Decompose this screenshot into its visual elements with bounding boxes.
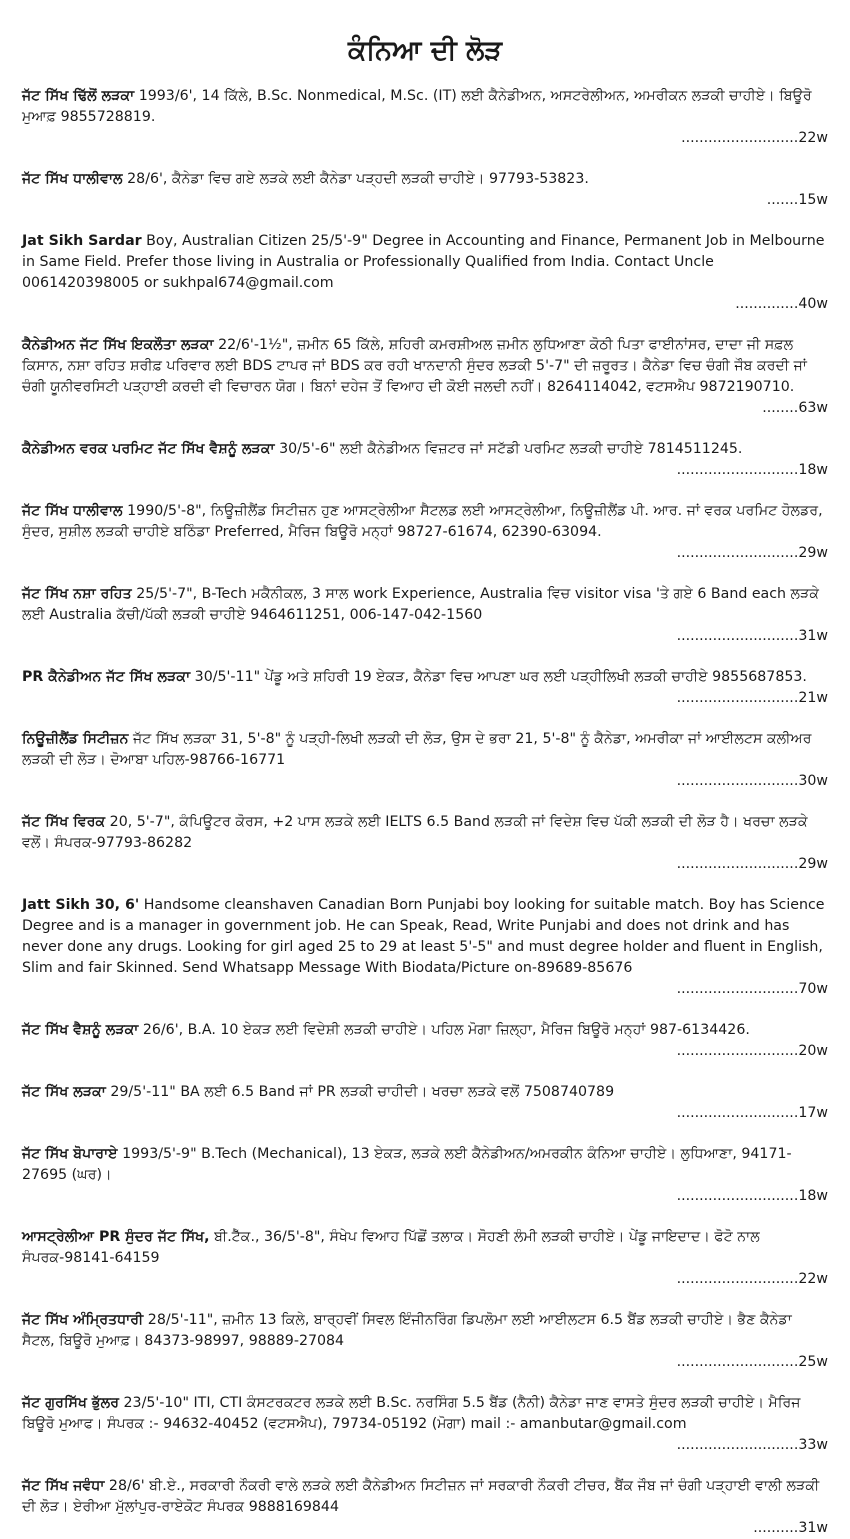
ad-body: 1990/5'-8", ਨਿਊਜ਼ੀਲੈਂਡ ਸਿਟੀਜ਼ਨ ਹੁਣ ਆਸਟ੍ਰੇਲੀਆ ਸੈਟਲਡ ਲਈ ਆਸਟ੍ਰੇਲੀਆ, ਨਿਊਜ਼ੀਲੈਂਡ ਪੀ. ਆਰ. ਜਾਂ ਵਰਕ ਪਰਮਿਟ ਹੋਲਡਰ, ਸੁੰਦਰ, ਸੁਸ਼ੀਲ ਲੜਕੀ ਚਾਹੀਏ ਬਠਿੰਡਾ Preferred, ਮੈਰਿਜ ਬਿਊਰੋ ਮਨ੍ਹਾਂ 98727-61674, 62390-63094.: [22, 503, 823, 540]
ad-body: Handsome cleanshaven Canadian Born Punjabi boy looking for suitable match. Boy has Science Degree and is a manager in government job. He can Speak, Read, Write Punjabi and does not drink and has never done any drugs. Looking for girl aged 25 to 29 at least 5'-5" and must degree holder and fluent in English, Slim and fair Skinned. Send Whatsapp Message With Biodata/Picture on-89689-85676: [22, 897, 825, 976]
ad-leader-dots: ..........................: [681, 130, 799, 146]
ad-word-count: 31w: [798, 1520, 828, 1536]
ad-leader-dots: ...........................: [676, 856, 799, 872]
ad-word-count-line: [22, 1103, 828, 1124]
classified-ad: [22, 86, 828, 149]
ad-body: 30/5'-11" ਪੇਂਡੂ ਅਤੇ ਸ਼ਹਿਰੀ 19 ਏਕੜ, ਕੈਨੇਡਾ ਵਿਚ ਆਪਣਾ ਘਰ ਲਈ ਪੜ੍ਹੀਲਿਖੀ ਲੜਕੀ ਚਾਹੀਏ 9855687853.: [190, 669, 807, 685]
ad-heading: ਜੱਟ ਸਿੱਖ ਢਿੱਲੋਂ ਲੜਕਾ: [22, 88, 135, 104]
ad-heading: ਨਿਊਜ਼ੀਲੈਂਡ ਸਿਟੀਜ਼ਨ: [22, 731, 129, 747]
ad-leader-dots: ...........................: [676, 1437, 799, 1453]
ad-word-count: 63w: [798, 400, 828, 416]
ad-word-count-line: [22, 1269, 828, 1290]
ad-leader-dots: ...........................: [676, 462, 799, 478]
ad-heading: ਜੱਟ ਸਿੱਖ ਵਿਰਕ: [22, 814, 106, 830]
page-title: ਕੰਨਿਆ ਦੀ ਲੋੜ: [347, 35, 503, 66]
classified-ad: [22, 501, 828, 564]
classified-ad: [22, 667, 828, 709]
ad-body: ਜੱਟ ਸਿੱਖ ਲੜਕਾ 31, 5'-8" ਨੂੰ ਪੜ੍ਹੀ-ਲਿਖੀ ਲੜਕੀ ਦੀ ਲੋੜ, ਉਸ ਦੇ ਭਰਾ 21, 5'-8" ਨੂੰ ਕੈਨੇਡਾ, ਅਮਰੀਕਾ ਜਾਂ ਆਈਲਟਸ ਕਲੀਅਰ ਲੜਕੀ ਦੀ ਲੋੜ। ਦੋਆਬਾ ਪਹਿਲ-98766-16771: [22, 731, 812, 768]
ad-word-count: 29w: [798, 856, 828, 872]
ad-word-count: 18w: [798, 462, 828, 478]
ad-body: 1993/6', 14 ਕਿੱਲੇ, B.Sc. Nonmedical, M.Sc. (IT) ਲਈ ਕੈਨੇਡੀਅਨ, ਅਸਟਰੇਲੀਅਨ, ਅਮਰੀਕਨ ਲੜਕੀ ਚਾਹੀਏ। ਬਿਊਰੋ ਮੁਆਫ਼ 9855728819.: [22, 88, 812, 125]
ad-heading: ਜੱਟ ਗੁਰਸਿੱਖ ਭੁੱਲਰ: [22, 1395, 120, 1411]
classified-ad: [22, 1393, 828, 1456]
ad-body: 28/6', ਕੈਨੇਡਾ ਵਿਚ ਗਏ ਲੜਕੇ ਲਈ ਕੈਨੇਡਾ ਪੜ੍ਹਦੀ ਲੜਕੀ ਚਾਹੀਏ। 97793-53823.: [122, 171, 589, 187]
ad-body: 20, 5'-7", ਕੰਪਿਊਟਰ ਕੋਰਸ, +2 ਪਾਸ ਲੜਕੇ ਲਈ IELTS 6.5 Band ਲੜਕੀ ਜਾਂ ਵਿਦੇਸ਼ ਵਿਚ ਪੱਕੀ ਲੜਕੀ ਦੀ ਲੋੜ ਹੈ। ਖਰਚਾ ਲੜਕੇ ਵਲੋਂ। ਸੰਪਰਕ-97793-86282: [22, 814, 808, 851]
ad-leader-dots: ...........................: [676, 1105, 799, 1121]
ad-heading: ਜੱਟ ਸਿੱਖ ਧਾਲੀਵਾਲ: [22, 503, 123, 519]
ad-word-count-line: [22, 1518, 828, 1539]
ad-leader-dots: .......: [766, 192, 799, 208]
ad-heading: ਜੱਟ ਸਿੱਖ ਵੈਸ਼ਨੂੰ ਲੜਕਾ: [22, 1022, 139, 1038]
ad-body: 23/5'-10" ITI, CTI ਕੰਸਟਰਕਟਰ ਲੜਕੇ ਲਈ B.Sc. ਨਰਸਿੰਗ 5.5 ਬੈਂਡ (ਨੈਨੀ) ਕੈਨੇਡਾ ਜਾਣ ਵਾਸਤੇ ਸੁੰਦਰ ਲੜਕੀ ਚਾਹੀਏ। ਮੈਰਿਜ ਬਿਊਰੋ ਮੁਆਫ। ਸੰਪਰਕ :- 94632-40452 (ਵਟਸਐਪ), 79734-05192 (ਮੋਗਾ) mail :- amanbutar@gmail.com: [22, 1395, 801, 1432]
ad-heading: PR ਕੈਨੇਡੀਅਨ ਜੱਟ ਸਿੱਖ ਲੜਕਾ: [22, 669, 191, 685]
classified-ad: [22, 584, 828, 647]
ad-body: 25/5'-7", B-Tech ਮਕੈਨੀਕਲ, 3 ਸਾਲ work Experience, Australia ਵਿਚ visitor visa 'ਤੇ ਗਏ 6 Band each ਲੜਕੇ ਲਈ Australia ਕੱਚੀ/ਪੱਕੀ ਲੜਕੀ ਚਾਹੀਏ 9464611251, 006-147-042-1560: [22, 586, 820, 623]
ad-word-count-line: [22, 979, 828, 1000]
ad-leader-dots: ...........................: [676, 545, 799, 561]
classified-ad: [22, 169, 828, 211]
ad-word-count: 18w: [798, 1188, 828, 1204]
ad-leader-dots: ...........................: [676, 690, 799, 706]
ad-body: 22/6'-1½", ਜ਼ਮੀਨ 65 ਕਿੱਲੇ, ਸ਼ਹਿਰੀ ਕਮਰਸ਼ੀਅਲ ਜ਼ਮੀਨ ਲੁਧਿਆਣਾ ਕੋਠੀ ਪਿਤਾ ਫਾਈਨਾਂਸਰ, ਦਾਦਾ ਜੀ ਸਫ਼ਲ ਕਿਸਾਨ, ਨਸ਼ਾ ਰਹਿਤ ਸ਼ਰੀਫ਼ ਪਰਿਵਾਰ ਲਈ BDS ਟਾਪਰ ਜਾਂ BDS ਕਰ ਰਹੀ ਖਾਨਦਾਨੀ ਸੁੰਦਰ ਲੜਕੀ 5'-7" ਦੀ ਜ਼ਰੂਰਤ। ਕੈਨੇਡਾ ਵਿਚ ਚੰਗੀ ਜੌਬ ਕਰਦੀ ਜਾਂ ਚੰਗੀ ਯੂਨੀਵਰਸਿਟੀ ਪੜ੍ਹਾਈ ਕਰਦੀ ਵੀ ਵਿਚਾਰਨ ਯੋਗ। ਬਿਨਾਂ ਦਹੇਜ ਤੋਂ ਵਿਆਹ ਦੀ ਕੋਈ ਜਲਦੀ ਨਹੀਂ। 8264114042, ਵਟਸਐਪ 9872190710.: [22, 337, 807, 395]
classified-ad: [22, 335, 828, 419]
ad-word-count: 20w: [798, 1043, 828, 1059]
ad-heading: ਆਸਟ੍ਰੇਲੀਆ PR ਸੁੰਦਰ ਜੱਟ ਸਿੱਖ,: [22, 1229, 210, 1245]
ad-word-count: 29w: [798, 545, 828, 561]
ad-leader-dots: ...........................: [676, 1354, 799, 1370]
ad-word-count-line: [22, 854, 828, 875]
ad-body: 1993/5'-9" B.Tech (Mechanical), 13 ਏਕੜ, ਲੜਕੇ ਲਈ ਕੈਨੇਡੀਅਨ/ਅਮਰਕੀਨ ਕੰਨਿਆ ਚਾਹੀਏ। ਲੁਧਿਆਣਾ, 94171-27695 (ਘਰ)।: [22, 1146, 792, 1183]
ad-word-count: 70w: [798, 981, 828, 997]
ad-word-count-line: [22, 1041, 828, 1062]
ad-word-count: 17w: [798, 1105, 828, 1121]
ad-body: 28/5'-11", ਜ਼ਮੀਨ 13 ਕਿਲੇ, ਬਾਰ੍ਹਵੀਂ ਸਿਵਲ ਇੰਜੀਨਰਿੰਗ ਡਿਪਲੋਮਾ ਲਈ ਆਈਲਟਸ 6.5 ਬੈਂਡ ਲੜਕੀ ਚਾਹੀਏ। ਭੈਣ ਕੈਨੇਡਾ ਸੈਟਲ, ਬਿਊਰੋ ਮੁਆਫ਼। 84373-98997, 98889-27084: [22, 1312, 792, 1349]
ad-body: Boy, Australian Citizen 25/5'-9" Degree in Accounting and Finance, Permanent Job in Melbourne in Same Field. Prefer those living in Australia or Professionally Qualified from India. Contact Uncle 0061420398005 or sukhpal674@gmail.com: [22, 233, 825, 291]
ad-word-count: 30w: [798, 773, 828, 789]
classified-ad: [22, 231, 828, 315]
ad-word-count: 15w: [798, 192, 828, 208]
ad-word-count: 31w: [798, 628, 828, 644]
ad-leader-dots: ...........................: [676, 1043, 799, 1059]
ad-heading: ਜੱਟ ਸਿੱਖ ਲੜਕਾ: [22, 1084, 106, 1100]
ad-heading: ਜੱਟ ਸਿੱਖ ਬੋਪਾਰਾਏ: [22, 1146, 118, 1162]
ad-leader-dots: ...........................: [676, 1271, 799, 1287]
ad-heading: ਜੱਟ ਸਿੱਖ ਜਵੰਧਾ: [22, 1478, 105, 1494]
ad-body: 26/6', B.A. 10 ਏਕੜ ਲਈ ਵਿਦੇਸ਼ੀ ਲੜਕੀ ਚਾਹੀਏ। ਪਹਿਲ ਮੋਗਾ ਜ਼ਿਲ੍ਹਾ, ਮੈਰਿਜ ਬਿਊਰੋ ਮਨ੍ਹਾਂ 987-6134426.: [138, 1022, 750, 1038]
classified-ad: [22, 439, 828, 481]
ad-word-count: 33w: [798, 1437, 828, 1453]
classified-ad: [22, 729, 828, 792]
ad-leader-dots: ...........................: [676, 981, 799, 997]
ad-word-count-line: [22, 543, 828, 564]
classified-ad: [22, 1082, 828, 1124]
ad-word-count-line: [22, 398, 828, 419]
classified-ad: [22, 1227, 828, 1290]
ads-list: [22, 86, 828, 1539]
ad-body: ਬੀ.ਟੈੱਕ., 36/5'-8", ਸੰਖੇਪ ਵਿਆਹ ਪਿੱਛੋਂ ਤਲਾਕ। ਸੋਹਣੀ ਲੰਮੀ ਲੜਕੀ ਚਾਹੀਏ। ਪੇਂਡੂ ਜਾਇਦਾਦ। ਫੋਟੋ ਨਾਲ ਸੰਪਰਕ-98141-64159: [22, 1229, 760, 1266]
ad-word-count: 40w: [798, 296, 828, 312]
ad-word-count: 22w: [798, 1271, 828, 1287]
ad-word-count-line: [22, 1352, 828, 1373]
ad-word-count: 21w: [798, 690, 828, 706]
ad-heading: ਜੱਟ ਸਿੱਖ ਨਸ਼ਾ ਰਹਿਤ: [22, 586, 132, 602]
classified-ad: [22, 1144, 828, 1207]
ad-word-count-line: [22, 128, 828, 149]
classified-ad: [22, 1020, 828, 1062]
ad-heading: ਕੈਨੇਡੀਅਨ ਜੱਟ ਸਿੱਖ ਇਕਲੌਤਾ ਲੜਕਾ: [22, 337, 214, 353]
ad-leader-dots: ...........................: [676, 1188, 799, 1204]
ad-heading: ਜੱਟ ਸਿੱਖ ਧਾਲੀਵਾਲ: [22, 171, 123, 187]
ad-heading: Jatt Sikh 30, 6': [22, 897, 140, 913]
ad-body: 29/5'-11" BA ਲਈ 6.5 Band ਜਾਂ PR ਲੜਕੀ ਚਾਹੀਦੀ। ਖਰਚਾ ਲੜਕੇ ਵਲੋਂ 7508740789: [105, 1084, 615, 1100]
ad-word-count-line: [22, 190, 828, 211]
ad-leader-dots: ..........: [753, 1520, 799, 1536]
ad-word-count: 22w: [798, 130, 828, 146]
classified-ad: [22, 812, 828, 875]
ad-leader-dots: ...........................: [676, 628, 799, 644]
ad-word-count-line: [22, 626, 828, 647]
ad-word-count-line: [22, 1435, 828, 1456]
classified-ad: [22, 895, 828, 1000]
classified-ad: [22, 1310, 828, 1373]
ad-body: 28/6' ਬੀ.ਏ., ਸਰਕਾਰੀ ਨੌਕਰੀ ਵਾਲੇ ਲੜਕੇ ਲਈ ਕੈਨੇਡੀਅਨ ਸਿਟੀਜ਼ਨ ਜਾਂ ਸਰਕਾਰੀ ਨੌਕਰੀ ਟੀਚਰ, ਬੈਂਕ ਜੌਬ ਜਾਂ ਚੰਗੀ ਪੜ੍ਹਾਈ ਵਾਲੀ ਲੜਕੀ ਦੀ ਲੋੜ। ਏਰੀਆ ਮੁੱਲਾਂਪੁਰ-ਰਾਏਕੋਟ ਸੰਪਰਕ 9888169844: [22, 1478, 820, 1515]
ad-word-count-line: [22, 294, 828, 315]
ad-word-count-line: [22, 771, 828, 792]
ad-leader-dots: ........: [762, 400, 799, 416]
ad-body: 30/5'-6" ਲਈ ਕੈਨੇਡੀਅਨ ਵਿਜ਼ਟਰ ਜਾਂ ਸਟੱਡੀ ਪਰਮਿਟ ਲੜਕੀ ਚਾਹੀਏ 7814511245.: [274, 441, 743, 457]
classified-ad: [22, 1476, 828, 1539]
ad-word-count: 25w: [798, 1354, 828, 1370]
ad-word-count-line: [22, 1186, 828, 1207]
ad-heading: Jat Sikh Sardar: [22, 233, 142, 249]
ad-word-count-line: [22, 688, 828, 709]
ad-leader-dots: ..............: [735, 296, 799, 312]
ad-word-count-line: [22, 460, 828, 481]
ad-leader-dots: ...........................: [676, 773, 799, 789]
ad-heading: ਕੈਨੇਡੀਅਨ ਵਰਕ ਪਰਮਿਟ ਜੱਟ ਸਿੱਖ ਵੈਸ਼ਨੂੰ ਲੜਕਾ: [22, 441, 275, 457]
ad-heading: ਜੱਟ ਸਿੱਖ ਅੰਮ੍ਰਿਤਧਾਰੀ: [22, 1312, 144, 1328]
